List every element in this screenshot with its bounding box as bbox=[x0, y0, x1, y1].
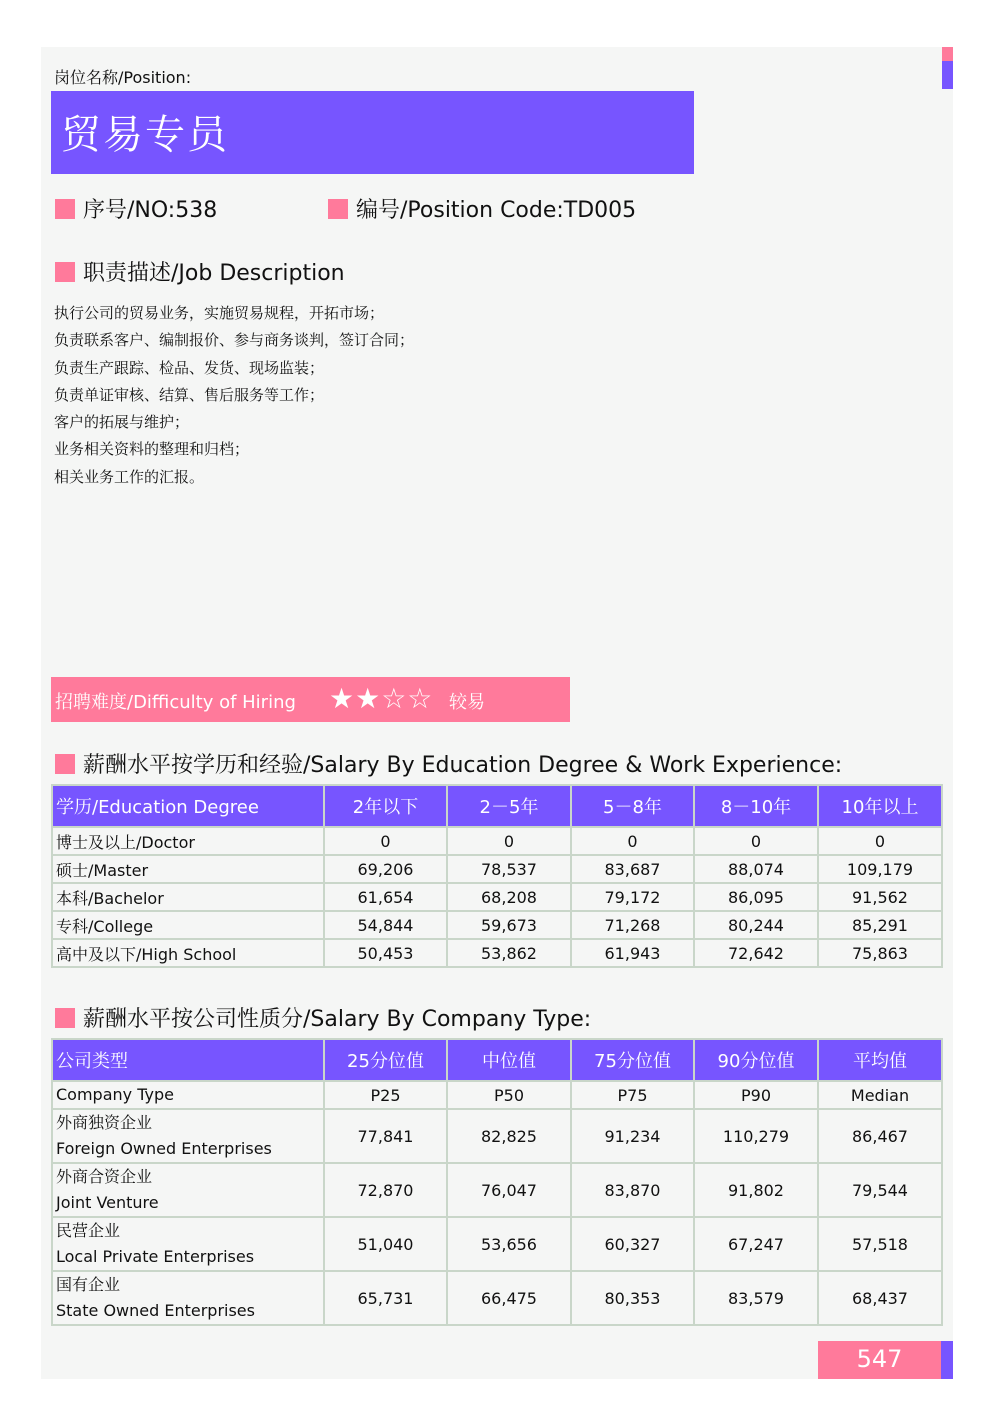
salary-cell: 75,863 bbox=[818, 939, 942, 967]
company-salary-heading bbox=[55, 1002, 591, 1033]
table-subheader-row bbox=[52, 1081, 942, 1109]
description-line: 执行公司的贸易业务，实施贸易规程，开拓市场； bbox=[54, 304, 385, 322]
company-type-cn: 国有企业 bbox=[56, 1275, 121, 1294]
salary-cell: 0 bbox=[571, 827, 694, 855]
company-type-cell bbox=[52, 1271, 324, 1325]
edu-salary-title: 薪酬水平按学历和经验/Salary By Education Degree & Work Experience: bbox=[83, 753, 843, 778]
degree-cell: 硕士/Master bbox=[52, 855, 324, 883]
salary-cell: 0 bbox=[447, 827, 571, 855]
header-cell: 平均值 bbox=[818, 1039, 942, 1081]
subheader-cell: P75 bbox=[571, 1081, 694, 1109]
company-type-cell bbox=[52, 1109, 324, 1163]
difficulty-label: 招聘难度/Difficulty of Hiring bbox=[55, 692, 296, 713]
salary-cell: 85,291 bbox=[818, 911, 942, 939]
table-row bbox=[52, 939, 942, 967]
header-cell: 25分位值 bbox=[324, 1039, 447, 1081]
company-salary-table bbox=[51, 1038, 943, 1326]
number-section bbox=[55, 193, 217, 224]
salary-cell: 80,244 bbox=[694, 911, 818, 939]
header-cell: 2－5年 bbox=[447, 785, 571, 827]
position-label: 岗位名称/Position: bbox=[54, 68, 192, 87]
salary-cell: 68,208 bbox=[447, 883, 571, 911]
salary-cell: 51,040 bbox=[324, 1217, 447, 1271]
job-description-list bbox=[54, 300, 414, 491]
table-row bbox=[52, 911, 942, 939]
company-type-cn: 外商合资企业 bbox=[56, 1167, 153, 1186]
subheader-cell: P90 bbox=[694, 1081, 818, 1109]
company-salary-title: 薪酬水平按公司性质分/Salary By Company Type: bbox=[83, 1007, 592, 1032]
description-line: 业务相关资料的整理和归档； bbox=[54, 440, 250, 459]
salary-cell: 66,475 bbox=[447, 1271, 571, 1325]
salary-cell: 88,074 bbox=[694, 855, 818, 883]
header-cell: 5－8年 bbox=[571, 785, 694, 827]
salary-cell: 77,841 bbox=[324, 1109, 447, 1163]
company-type-cell bbox=[52, 1163, 324, 1217]
position-code: 编号/Position Code:TD005 bbox=[356, 198, 637, 223]
salary-cell: 109,179 bbox=[818, 855, 942, 883]
salary-cell: 72,870 bbox=[324, 1163, 447, 1217]
subheader-cell: Company Type bbox=[52, 1081, 324, 1109]
salary-cell: 71,268 bbox=[571, 911, 694, 939]
salary-cell: 50,453 bbox=[324, 939, 447, 967]
header-cell: 2年以下 bbox=[324, 785, 447, 827]
education-salary-table bbox=[51, 784, 943, 968]
salary-cell: 79,544 bbox=[818, 1163, 942, 1217]
subheader-cell: P25 bbox=[324, 1081, 447, 1109]
company-type-en: State Owned Enterprises bbox=[56, 1301, 255, 1320]
description-line: 客户的拓展与维护； bbox=[54, 413, 190, 432]
salary-cell: 57,518 bbox=[818, 1217, 942, 1271]
salary-cell: 72,642 bbox=[694, 939, 818, 967]
salary-cell: 65,731 bbox=[324, 1271, 447, 1325]
table-header-row bbox=[52, 785, 942, 827]
salary-cell: 67,247 bbox=[694, 1217, 818, 1271]
salary-cell: 110,279 bbox=[694, 1109, 818, 1163]
degree-cell: 专科/College bbox=[52, 911, 324, 939]
table-row bbox=[52, 855, 942, 883]
salary-cell: 53,656 bbox=[447, 1217, 571, 1271]
job-description-heading bbox=[55, 256, 345, 287]
salary-cell: 91,802 bbox=[694, 1163, 818, 1217]
code-section bbox=[328, 193, 636, 224]
salary-cell: 59,673 bbox=[447, 911, 571, 939]
degree-cell: 高中及以下/High School bbox=[52, 939, 324, 967]
table-header-row bbox=[52, 1039, 942, 1081]
company-type-en: Local Private Enterprises bbox=[56, 1247, 255, 1266]
salary-cell: 83,870 bbox=[571, 1163, 694, 1217]
table-row bbox=[52, 1109, 942, 1163]
header-cell: 8－10年 bbox=[694, 785, 818, 827]
header-cell: 90分位值 bbox=[694, 1039, 818, 1081]
job-description-title: 职责描述/Job Description bbox=[83, 261, 345, 286]
salary-cell: 61,654 bbox=[324, 883, 447, 911]
bullet-square-icon bbox=[55, 1008, 75, 1028]
difficulty-bar bbox=[51, 677, 570, 722]
salary-cell: 0 bbox=[694, 827, 818, 855]
salary-cell: 78,537 bbox=[447, 855, 571, 883]
header-cell: 公司类型 bbox=[52, 1039, 324, 1081]
table-row bbox=[52, 1217, 942, 1271]
corner-decoration-purple bbox=[942, 61, 953, 89]
table-row bbox=[52, 1271, 942, 1325]
table-row bbox=[52, 883, 942, 911]
salary-cell: 68,437 bbox=[818, 1271, 942, 1325]
description-line: 负责联系客户、编制报价、参与商务谈判，签订合同； bbox=[54, 331, 415, 350]
salary-cell: 86,095 bbox=[694, 883, 818, 911]
edu-salary-heading bbox=[55, 748, 842, 779]
table-row bbox=[52, 827, 942, 855]
salary-cell: 80,353 bbox=[571, 1271, 694, 1325]
salary-cell: 82,825 bbox=[447, 1109, 571, 1163]
header-cell: 中位值 bbox=[447, 1039, 571, 1081]
description-line: 相关业务工作的汇报。 bbox=[54, 467, 205, 486]
bullet-square-icon bbox=[55, 754, 75, 774]
company-type-cn: 民营企业 bbox=[56, 1221, 121, 1240]
difficulty-level: 较易 bbox=[449, 692, 485, 713]
bullet-square-icon bbox=[328, 199, 348, 219]
page-number-accent bbox=[941, 1341, 953, 1379]
bullet-square-icon bbox=[55, 199, 75, 219]
header-cell: 10年以上 bbox=[818, 785, 942, 827]
corner-decoration-pink bbox=[942, 47, 953, 61]
salary-cell: 53,862 bbox=[447, 939, 571, 967]
salary-cell: 54,844 bbox=[324, 911, 447, 939]
position-number: 序号/NO:538 bbox=[83, 198, 218, 223]
salary-cell: 91,562 bbox=[818, 883, 942, 911]
salary-cell: 76,047 bbox=[447, 1163, 571, 1217]
salary-cell: 86,467 bbox=[818, 1109, 942, 1163]
degree-cell: 博士及以上/Doctor bbox=[52, 827, 324, 855]
title-banner bbox=[51, 91, 694, 174]
company-type-cell bbox=[52, 1217, 324, 1271]
star-rating-icon: ★★☆☆ bbox=[329, 682, 434, 715]
subheader-cell: Median bbox=[818, 1081, 942, 1109]
header-cell: 学历/Education Degree bbox=[52, 785, 324, 827]
subheader-cell: P50 bbox=[447, 1081, 571, 1109]
salary-cell: 79,172 bbox=[571, 883, 694, 911]
salary-cell: 91,234 bbox=[571, 1109, 694, 1163]
page-number: 547 bbox=[856, 1345, 903, 1373]
salary-cell: 0 bbox=[818, 827, 942, 855]
header-cell: 75分位值 bbox=[571, 1039, 694, 1081]
salary-cell: 0 bbox=[324, 827, 447, 855]
page-number-badge bbox=[818, 1341, 941, 1379]
company-type-en: Foreign Owned Enterprises bbox=[56, 1139, 272, 1158]
salary-cell: 83,687 bbox=[571, 855, 694, 883]
bullet-square-icon bbox=[55, 262, 75, 282]
description-line: 负责生产跟踪、检品、发货、现场监装； bbox=[54, 358, 325, 377]
company-type-en: Joint Venture bbox=[56, 1193, 159, 1212]
position-title: 贸易专员 bbox=[61, 112, 229, 158]
company-type-cn: 外商独资企业 bbox=[56, 1113, 153, 1132]
salary-cell: 83,579 bbox=[694, 1271, 818, 1325]
salary-cell: 60,327 bbox=[571, 1217, 694, 1271]
degree-cell: 本科/Bachelor bbox=[52, 883, 324, 911]
description-line: 负责单证审核、结算、售后服务等工作； bbox=[54, 385, 325, 404]
salary-cell: 61,943 bbox=[571, 939, 694, 967]
table-row bbox=[52, 1163, 942, 1217]
salary-cell: 69,206 bbox=[324, 855, 447, 883]
